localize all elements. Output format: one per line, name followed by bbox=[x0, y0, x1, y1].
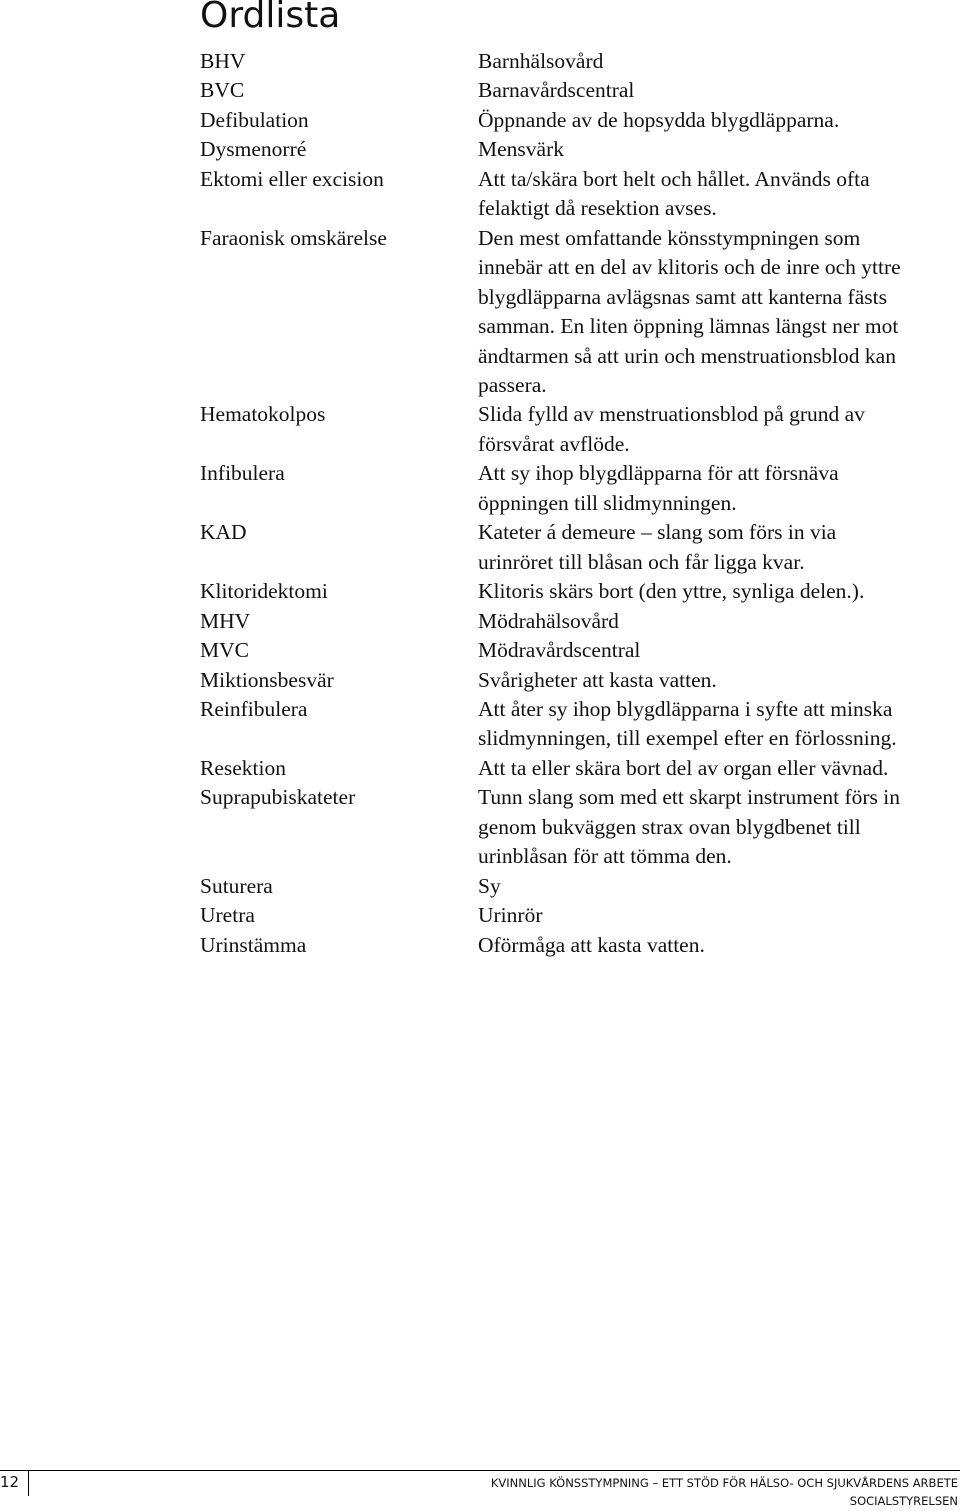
page-title: Ordlista bbox=[200, 0, 341, 36]
definition-line: Tunn slang som med ett skarpt instrument förs in bbox=[478, 785, 901, 810]
definition-line: Mödrahälsovård bbox=[478, 608, 619, 633]
glossary-entry bbox=[200, 666, 960, 695]
glossary-entry bbox=[200, 135, 960, 164]
glossary-term: BHV bbox=[200, 49, 246, 73]
running-title: KVINNLIG KÖNSSTYMPNING – ETT STÖD FÖR HÄLSO- OCH SJUKVÅRDENS ARBETE bbox=[490, 1476, 958, 1490]
glossary-definition bbox=[478, 754, 960, 783]
glossary-definition bbox=[478, 872, 960, 901]
definition-line: Den mest omfattande könsstympningen som bbox=[478, 225, 861, 250]
footer-rule-tick bbox=[28, 1470, 29, 1496]
glossary-entry bbox=[200, 518, 960, 577]
definition-line: Mödravårdscentral bbox=[478, 638, 641, 663]
page-number: 12 bbox=[0, 1473, 20, 1491]
glossary-term: KAD bbox=[200, 520, 247, 545]
glossary-entry bbox=[200, 165, 960, 224]
glossary-entry bbox=[200, 931, 960, 960]
glossary-term: Suprapubiskateter bbox=[200, 785, 356, 810]
definition-line: Sy bbox=[478, 873, 501, 898]
glossary-entry bbox=[200, 577, 960, 606]
definition-line: Slida fylld av menstruationsblod på grund av bbox=[478, 402, 865, 427]
glossary-definition bbox=[478, 695, 960, 754]
glossary-term: Resektion bbox=[200, 755, 286, 780]
glossary-entry bbox=[200, 459, 960, 518]
glossary-definition bbox=[478, 518, 960, 577]
glossary-definition bbox=[478, 577, 960, 606]
definition-line: Att ta eller skära bort del av organ eller vävnad. bbox=[478, 755, 889, 780]
glossary-definition bbox=[478, 400, 960, 459]
definition-line: ändtarmen så att urin och menstruationsblod kan bbox=[478, 343, 896, 368]
glossary-definition bbox=[478, 783, 960, 871]
glossary-entry bbox=[200, 872, 960, 901]
glossary-definition bbox=[478, 135, 960, 164]
definition-line: Oförmåga att kasta vatten. bbox=[478, 932, 705, 957]
definition-line: urinröret till blåsan och får ligga kvar. bbox=[478, 549, 805, 574]
glossary-definition bbox=[478, 165, 960, 224]
glossary-entry bbox=[200, 47, 960, 76]
glossary-definition bbox=[478, 636, 960, 665]
glossary-entry bbox=[200, 636, 960, 665]
glossary-entry bbox=[200, 400, 960, 459]
glossary-term: Miktionsbesvär bbox=[200, 667, 334, 692]
definition-line: Att ta/skära bort helt och hållet. Används ofta bbox=[478, 166, 870, 191]
definition-line: Barnavårdscentral bbox=[478, 78, 635, 103]
definition-line: Klitoris skärs bort (den yttre, synliga delen.). bbox=[478, 579, 865, 604]
definition-line: felaktigt då resektion avses. bbox=[478, 196, 717, 221]
glossary-term: Defibulation bbox=[200, 107, 309, 132]
definition-line: Att sy ihop blygdläpparna för att försnäva bbox=[478, 461, 839, 486]
glossary-term: Faraonisk omskärelse bbox=[200, 225, 387, 250]
glossary-term: MHV bbox=[200, 608, 251, 633]
glossary-term: Reinfibulera bbox=[200, 696, 308, 721]
glossary-entry bbox=[200, 224, 960, 401]
glossary-definition bbox=[478, 931, 960, 960]
definition-line: öppningen till slidmynningen. bbox=[478, 490, 737, 515]
glossary-definition bbox=[478, 76, 960, 105]
glossary-entry bbox=[200, 695, 960, 754]
glossary-term: Klitoridektomi bbox=[200, 579, 328, 604]
glossary-entry bbox=[200, 754, 960, 783]
definition-line: Att åter sy ihop blygdläpparna i syfte att minska bbox=[478, 696, 893, 721]
definition-line: genom bukväggen strax ovan blygdbenet till bbox=[478, 814, 861, 839]
glossary-entry bbox=[200, 783, 960, 871]
glossary-definition bbox=[478, 666, 960, 695]
footer-rule bbox=[0, 1470, 960, 1471]
glossary-term: Dysmenorré bbox=[200, 137, 307, 162]
definition-line: blygdläpparna avlägsnas samt att kanterna fästs bbox=[478, 284, 887, 309]
definition-line: försvårat avflöde. bbox=[478, 431, 630, 456]
definition-line: samman. En liten öppning lämnas längst ner mot bbox=[478, 314, 899, 339]
glossary-definition bbox=[478, 106, 960, 135]
glossary-definition bbox=[478, 47, 960, 76]
glossary-term: Uretra bbox=[200, 903, 255, 928]
definition-line: Svårigheter att kasta vatten. bbox=[478, 667, 717, 692]
definition-line: passera. bbox=[478, 372, 547, 397]
definition-line: Mensvärk bbox=[478, 137, 564, 162]
glossary-entry bbox=[200, 76, 960, 105]
definition-line: innebär att en del av klitoris och de inre och yttre bbox=[478, 255, 901, 280]
page-footer bbox=[0, 1470, 960, 1511]
glossary-term: Urinstämma bbox=[200, 932, 307, 957]
glossary-definition bbox=[478, 224, 960, 401]
glossary-definition bbox=[478, 459, 960, 518]
glossary-entry bbox=[200, 106, 960, 135]
glossary-entry bbox=[200, 607, 960, 636]
glossary-term: BVC bbox=[200, 78, 245, 103]
glossary-term: Infibulera bbox=[200, 461, 285, 486]
glossary-list bbox=[200, 47, 960, 960]
glossary-term: Suturera bbox=[200, 873, 273, 898]
definition-line: Kateter á demeure – slang som förs in via bbox=[478, 520, 837, 545]
glossary-definition bbox=[478, 901, 960, 930]
glossary-definition bbox=[478, 607, 960, 636]
definition-line: slidmynningen, till exempel efter en förlossning. bbox=[478, 726, 897, 751]
definition-line: Öppnande av de hopsydda blygdläpparna. bbox=[478, 107, 840, 132]
glossary-entry bbox=[200, 901, 960, 930]
definition-line: Barnhälsovård bbox=[478, 49, 604, 73]
publisher-name: SOCIALSTYRELSEN bbox=[849, 1494, 958, 1508]
definition-line: urinblåsan för att tömma den. bbox=[478, 844, 732, 869]
glossary-term: Ektomi eller excision bbox=[200, 166, 384, 191]
definition-line: Urinrör bbox=[478, 903, 543, 928]
glossary-term: MVC bbox=[200, 638, 249, 663]
glossary-term: Hematokolpos bbox=[200, 402, 326, 427]
